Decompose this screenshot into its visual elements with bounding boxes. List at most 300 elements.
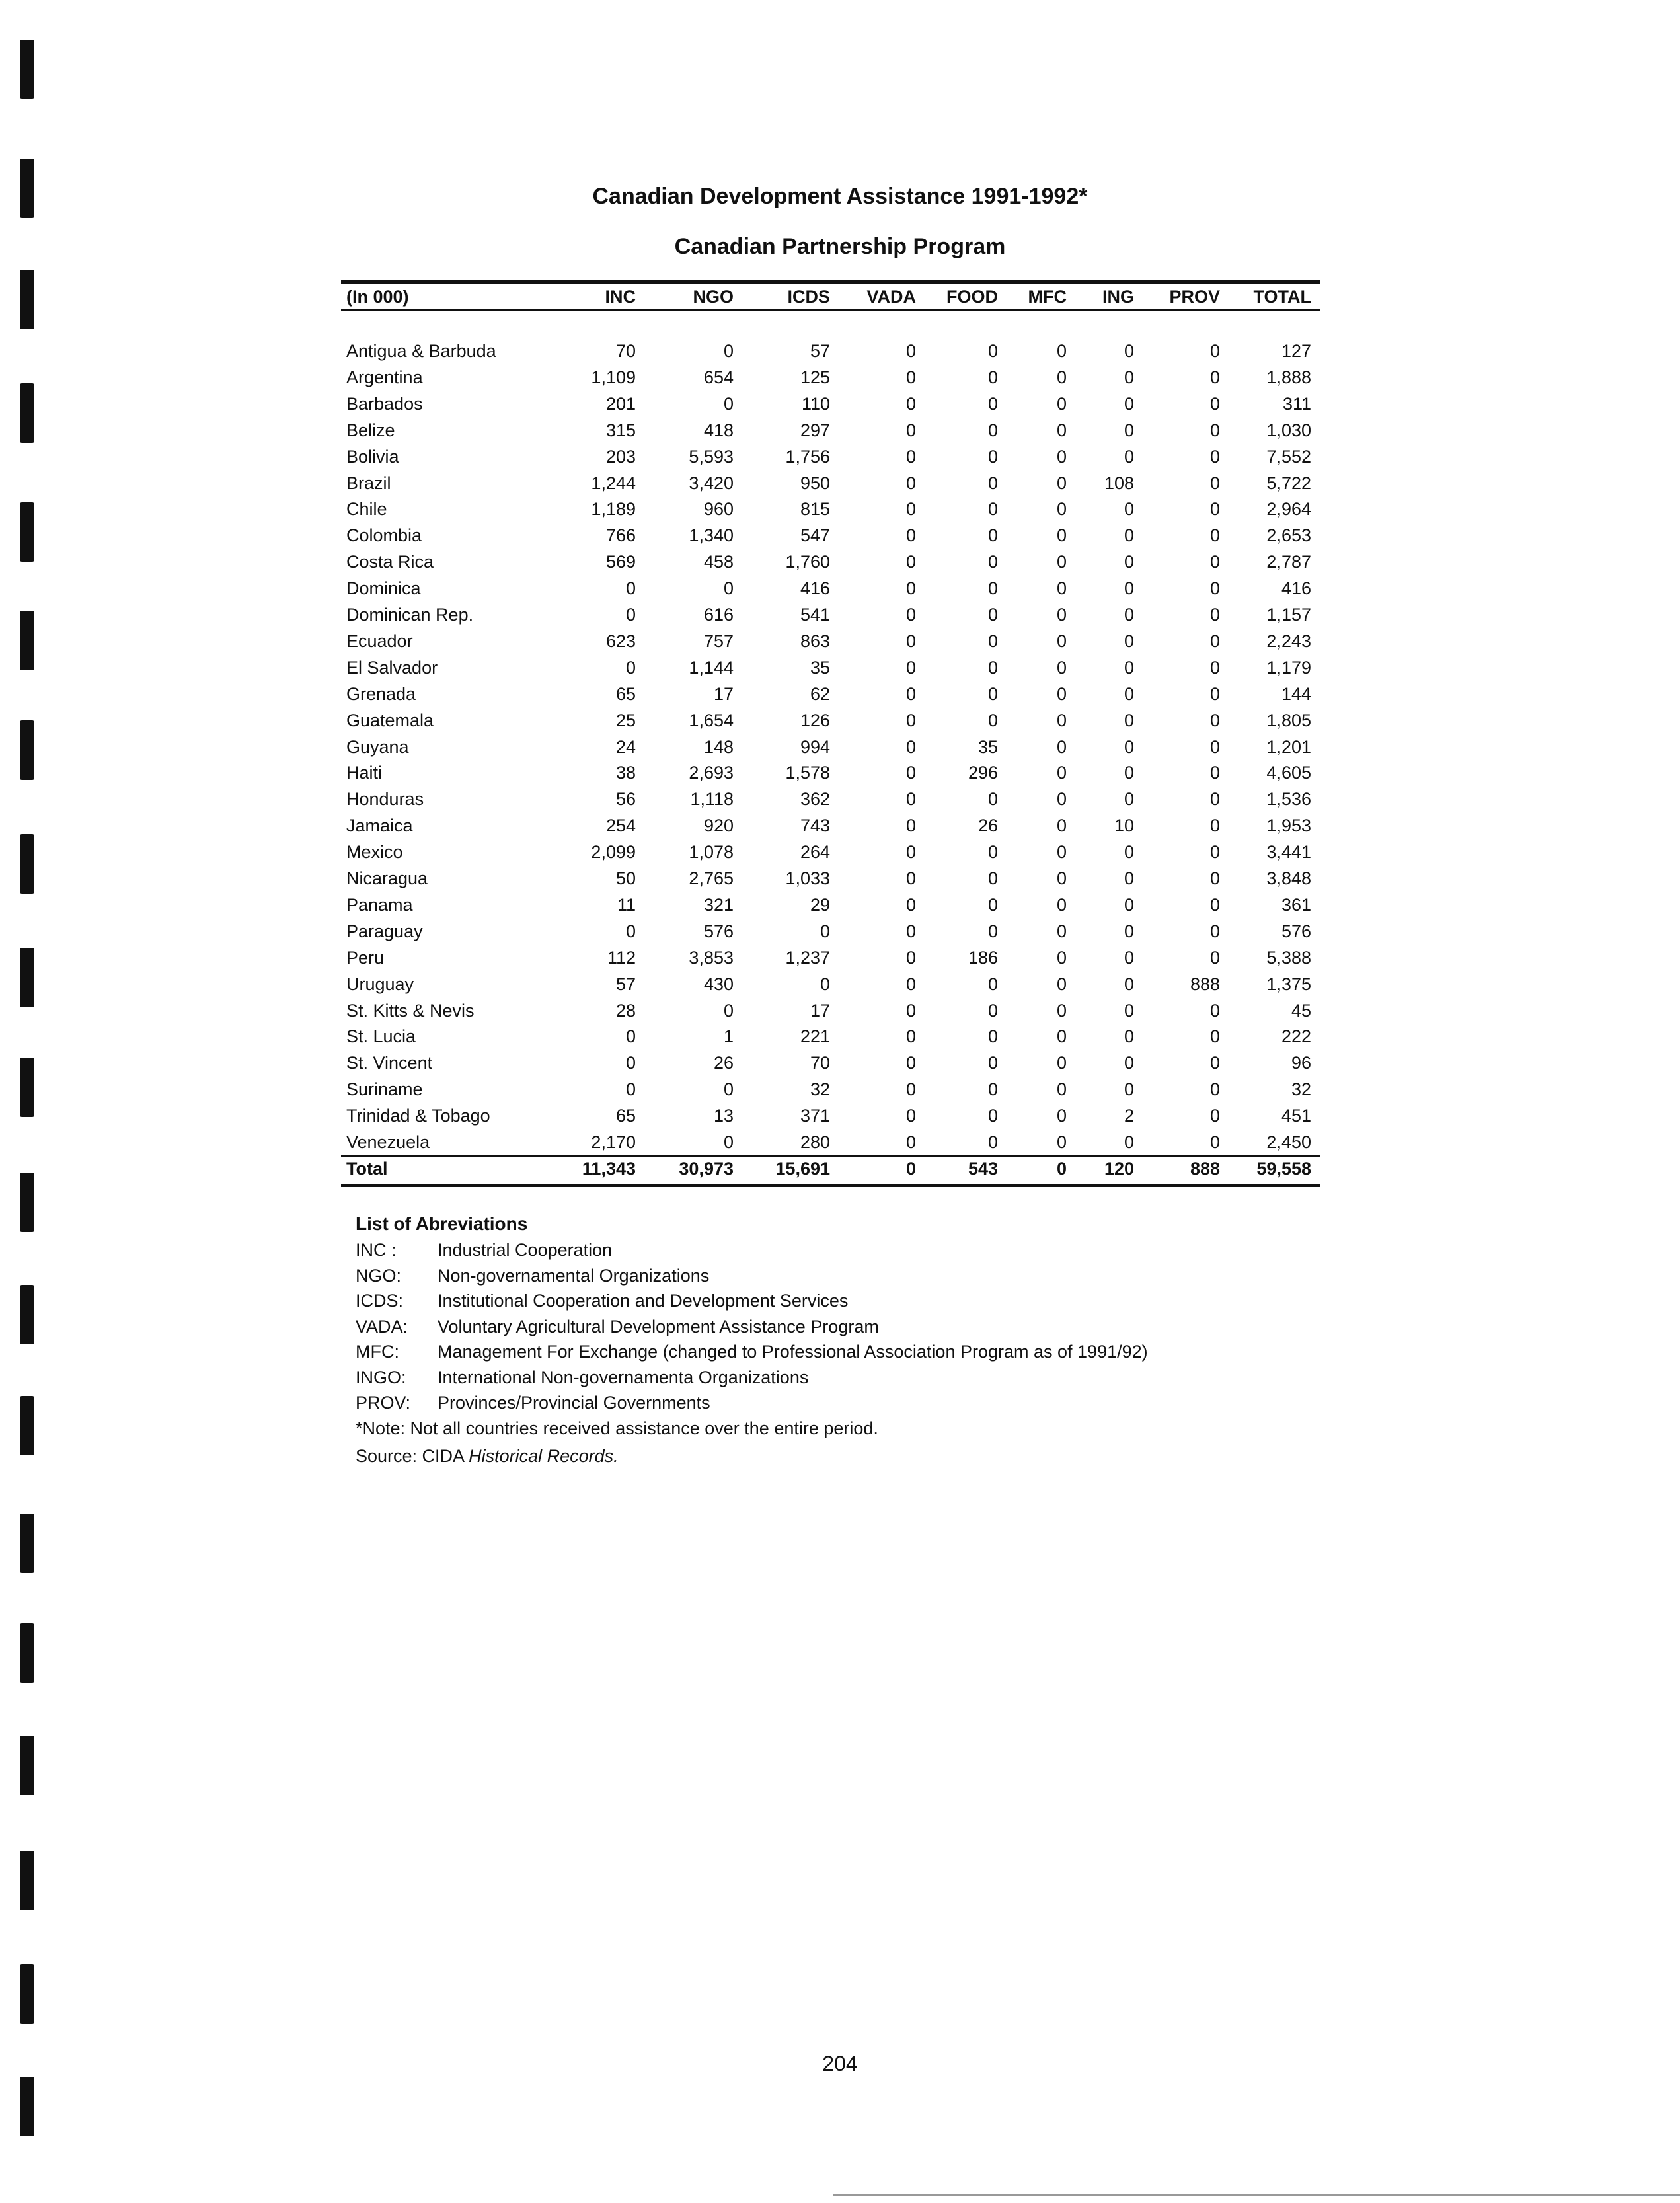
- cell-vada: 0: [905, 869, 916, 888]
- abbreviation-key: MFC:: [356, 1342, 399, 1362]
- cell-prov: 0: [1209, 1000, 1220, 1021]
- binder-hole-mark: [20, 948, 34, 1007]
- cell-ing: 0: [1124, 869, 1134, 888]
- cell-inc: 65: [615, 683, 636, 704]
- row-label: St. Vincent: [346, 1053, 433, 1073]
- cell-inc: 50: [615, 869, 636, 888]
- row-label: Argentina: [346, 367, 423, 387]
- cell-food: 296: [968, 763, 998, 783]
- cell-inc: 0: [625, 605, 636, 625]
- cell-food: 543: [968, 1158, 998, 1179]
- cell-prov: 0: [1209, 1026, 1220, 1047]
- cell-food: 0: [987, 1000, 998, 1021]
- cell-icds: 110: [801, 393, 830, 414]
- cell-prov: 0: [1209, 367, 1220, 387]
- cell-inc: 254: [605, 816, 636, 836]
- cell-food: 0: [987, 552, 998, 572]
- cell-vada: 0: [905, 842, 916, 863]
- cell-ngo: 1,118: [690, 789, 734, 810]
- cell-food: 0: [987, 499, 998, 520]
- cell-food: 0: [987, 1053, 998, 1073]
- column-header-mfc: MFC: [1028, 287, 1067, 307]
- cell-total: 1,805: [1266, 710, 1311, 730]
- page-number: 204: [822, 2052, 858, 2075]
- row-label: Dominican Rep.: [346, 605, 474, 625]
- cell-total: 1,888: [1266, 367, 1311, 387]
- cell-vada: 0: [905, 446, 916, 467]
- abbreviation-key: NGO:: [356, 1265, 402, 1286]
- unit-label: (In 000): [346, 287, 409, 307]
- cell-mfc: 0: [1056, 1158, 1067, 1179]
- cell-vada: 0: [905, 631, 916, 651]
- cell-ngo: 13: [713, 1106, 734, 1126]
- total-top-rule: [341, 1155, 1320, 1157]
- cell-food: 0: [987, 631, 998, 651]
- table-row: [341, 525, 1320, 552]
- cell-total: 1,157: [1266, 605, 1311, 625]
- cell-icds: 0: [820, 974, 830, 994]
- cell-inc: 1,109: [591, 367, 636, 387]
- cell-total: 3,441: [1266, 842, 1311, 863]
- cell-vada: 0: [905, 552, 916, 572]
- cell-mfc: 0: [1056, 789, 1067, 810]
- cell-icds: 547: [800, 525, 830, 546]
- table-row: [341, 631, 1320, 658]
- cell-ngo: 0: [723, 1132, 734, 1152]
- row-label: Peru: [346, 947, 385, 968]
- row-label: Paraguay: [346, 921, 423, 941]
- binder-hole-mark: [20, 1396, 34, 1455]
- cell-ngo: 418: [703, 420, 734, 440]
- cell-ngo: 920: [703, 816, 734, 836]
- cell-food: 186: [968, 947, 998, 968]
- row-label: Dominica: [346, 578, 421, 599]
- cell-ing: 0: [1124, 367, 1134, 387]
- column-header-prov: PROV: [1169, 287, 1220, 307]
- cell-prov: 0: [1209, 1079, 1220, 1100]
- cell-icds: 280: [800, 1132, 830, 1152]
- cell-mfc: 0: [1056, 947, 1067, 968]
- cell-ngo: 17: [713, 683, 734, 704]
- cell-total: 361: [1281, 894, 1311, 915]
- cell-icds: 994: [800, 736, 830, 757]
- cell-ngo: 2,693: [689, 763, 734, 783]
- binder-hole-mark: [20, 1964, 34, 2024]
- cell-ngo: 1,654: [689, 710, 734, 730]
- cell-ing: 0: [1124, 842, 1134, 863]
- cell-vada: 0: [905, 710, 916, 730]
- table-row: [341, 948, 1320, 974]
- cell-inc: 201: [605, 393, 636, 414]
- cell-food: 0: [987, 657, 998, 677]
- cell-vada: 0: [905, 1132, 916, 1152]
- cell-mfc: 0: [1056, 525, 1067, 546]
- cell-total: 1,179: [1266, 657, 1311, 677]
- cell-ing: 0: [1124, 1132, 1134, 1152]
- cell-vada: 0: [905, 657, 916, 677]
- table-row: [341, 552, 1320, 578]
- cell-inc: 0: [625, 578, 636, 599]
- binder-hole-mark: [20, 1736, 34, 1795]
- cell-ngo: 1,340: [689, 525, 734, 546]
- cell-food: 0: [987, 1079, 998, 1100]
- cell-ngo: 5,593: [689, 446, 734, 467]
- row-label: Panama: [346, 894, 413, 915]
- table-row: [341, 737, 1320, 763]
- cell-prov: 0: [1209, 657, 1220, 677]
- cell-vada: 0: [905, 578, 916, 599]
- cell-ngo: 0: [723, 341, 734, 361]
- cell-food: 0: [987, 1106, 998, 1126]
- cell-inc: 25: [615, 710, 636, 730]
- cell-mfc: 0: [1056, 578, 1067, 599]
- cell-icds: 15,691: [775, 1158, 830, 1179]
- cell-vada: 0: [905, 974, 916, 994]
- column-header-vada: VADA: [866, 287, 916, 307]
- cell-total: 5,722: [1266, 473, 1311, 493]
- cell-prov: 0: [1209, 631, 1220, 651]
- cell-vada: 0: [905, 816, 916, 836]
- cell-vada: 0: [905, 1079, 916, 1100]
- table-row: [341, 1106, 1320, 1132]
- abbreviation-key: ICDS:: [356, 1291, 404, 1311]
- cell-vada: 0: [905, 1158, 916, 1179]
- cell-ing: 0: [1124, 420, 1134, 440]
- cell-prov: 0: [1209, 947, 1220, 968]
- cell-icds: 743: [800, 816, 830, 836]
- cell-prov: 0: [1209, 710, 1220, 730]
- cell-prov: 0: [1209, 605, 1220, 625]
- cell-icds: 1,756: [785, 446, 830, 467]
- table-bottom-rule: [341, 1184, 1320, 1187]
- abbreviation-item: [356, 1291, 848, 1311]
- cell-vada: 0: [905, 894, 916, 915]
- cell-total: 451: [1281, 1106, 1311, 1126]
- cell-icds: 32: [810, 1079, 830, 1100]
- cell-ing: 0: [1124, 446, 1134, 467]
- cell-total: 32: [1291, 1079, 1311, 1100]
- table-row: [341, 921, 1320, 948]
- cell-ing: 10: [1114, 816, 1134, 836]
- total-row: [341, 1159, 1320, 1185]
- cell-food: 0: [987, 683, 998, 704]
- row-label: Colombia: [346, 525, 422, 546]
- cell-icds: 0: [820, 921, 830, 941]
- cell-vada: 0: [905, 789, 916, 810]
- cell-vada: 0: [905, 393, 916, 414]
- cell-mfc: 0: [1056, 446, 1067, 467]
- table-row: [341, 367, 1320, 394]
- cell-vada: 0: [905, 683, 916, 704]
- cell-icds: 126: [800, 710, 830, 730]
- cell-prov: 0: [1209, 842, 1220, 863]
- abbreviation-desc: Non-governamental Organizations: [438, 1265, 710, 1286]
- abbreviation-item: [356, 1266, 709, 1286]
- cell-prov: 0: [1209, 499, 1220, 520]
- cell-ing: 0: [1124, 1026, 1134, 1047]
- cell-ing: 0: [1124, 1000, 1134, 1021]
- cell-inc: 569: [605, 552, 636, 572]
- cell-inc: 2,170: [591, 1132, 636, 1152]
- cell-icds: 57: [810, 341, 830, 361]
- cell-total: 2,964: [1266, 499, 1311, 520]
- cell-total: 222: [1281, 1026, 1311, 1047]
- cell-prov: 0: [1209, 683, 1220, 704]
- cell-food: 0: [987, 894, 998, 915]
- cell-mfc: 0: [1056, 974, 1067, 994]
- binder-hole-mark: [20, 1285, 34, 1344]
- abbreviations-title: List of Abreviations: [356, 1214, 528, 1234]
- row-label: Ecuador: [346, 631, 413, 651]
- abbreviation-desc: International Non-governamenta Organizations: [438, 1367, 809, 1387]
- cell-ing: 0: [1124, 921, 1134, 941]
- abbreviation-desc: Industrial Cooperation: [438, 1240, 613, 1260]
- table-row: [341, 499, 1320, 525]
- table-row: [341, 341, 1320, 367]
- row-label: El Salvador: [346, 657, 438, 677]
- cell-mfc: 0: [1056, 341, 1067, 361]
- cell-ngo: 654: [703, 367, 734, 387]
- cell-vada: 0: [905, 1106, 916, 1126]
- cell-mfc: 0: [1056, 605, 1067, 625]
- table-row: [341, 447, 1320, 473]
- cell-mfc: 0: [1056, 367, 1067, 387]
- cell-food: 0: [987, 921, 998, 941]
- cell-mfc: 0: [1056, 473, 1067, 493]
- abbreviation-item: [356, 1393, 710, 1413]
- cell-inc: 0: [625, 1053, 636, 1073]
- binder-hole-mark: [20, 720, 34, 780]
- cell-inc: 11,343: [582, 1158, 636, 1179]
- cell-ing: 0: [1124, 525, 1134, 546]
- cell-mfc: 0: [1056, 1026, 1067, 1047]
- cell-mfc: 0: [1056, 816, 1067, 836]
- cell-inc: 38: [615, 763, 636, 783]
- binder-hole-mark: [20, 834, 34, 894]
- cell-total: 2,787: [1266, 552, 1311, 572]
- cell-ing: 0: [1124, 894, 1134, 915]
- table-row: [341, 1053, 1320, 1079]
- row-label: Total: [346, 1158, 388, 1179]
- cell-food: 0: [987, 473, 998, 493]
- cell-ing: 2: [1124, 1106, 1134, 1126]
- header-rule: [341, 309, 1320, 311]
- cell-vada: 0: [905, 1026, 916, 1047]
- cell-prov: 0: [1209, 921, 1220, 941]
- cell-inc: 28: [615, 1000, 636, 1021]
- cell-inc: 1,244: [591, 473, 636, 493]
- cell-prov: 0: [1209, 525, 1220, 546]
- abbreviation-desc: Provinces/Provincial Governments: [438, 1393, 710, 1412]
- binder-hole-mark: [20, 502, 34, 562]
- cell-food: 0: [987, 578, 998, 599]
- row-label: Suriname: [346, 1079, 423, 1100]
- cell-mfc: 0: [1056, 683, 1067, 704]
- cell-food: 0: [987, 1132, 998, 1152]
- abbreviation-key: INGO:: [356, 1367, 406, 1387]
- cell-total: 1,201: [1266, 736, 1311, 757]
- cell-inc: 11: [617, 894, 636, 915]
- cell-ing: 0: [1124, 341, 1134, 361]
- row-label: Mexico: [346, 842, 403, 863]
- cell-inc: 57: [615, 974, 636, 994]
- binder-hole-mark: [20, 383, 34, 443]
- cell-total: 3,848: [1266, 869, 1311, 888]
- table-row: [341, 1079, 1320, 1106]
- cell-mfc: 0: [1056, 842, 1067, 863]
- cell-icds: 125: [800, 367, 830, 387]
- cell-inc: 0: [625, 657, 636, 677]
- cell-food: 0: [987, 869, 998, 888]
- cell-ing: 0: [1124, 974, 1134, 994]
- cell-prov: 0: [1209, 420, 1220, 440]
- table-row: [341, 1026, 1320, 1053]
- cell-icds: 297: [800, 420, 830, 440]
- cell-vada: 0: [905, 1053, 916, 1073]
- cell-mfc: 0: [1056, 1000, 1067, 1021]
- cell-icds: 17: [810, 1000, 830, 1021]
- table-row: [341, 869, 1320, 895]
- cell-mfc: 0: [1056, 552, 1067, 572]
- cell-total: 96: [1291, 1053, 1311, 1073]
- cell-vada: 0: [905, 499, 916, 520]
- binder-hole-mark: [20, 1851, 34, 1910]
- cell-total: 2,450: [1266, 1132, 1311, 1152]
- cell-mfc: 0: [1056, 710, 1067, 730]
- abbreviation-key: PROV:: [356, 1393, 411, 1412]
- abbreviation-item: [356, 1368, 808, 1388]
- cell-inc: 65: [615, 1106, 636, 1126]
- table-row: [341, 974, 1320, 1001]
- cell-ing: 0: [1124, 552, 1134, 572]
- cell-food: 0: [987, 420, 998, 440]
- abbreviation-item: [356, 1240, 612, 1260]
- cell-mfc: 0: [1056, 1132, 1067, 1152]
- cell-ing: 0: [1124, 1079, 1134, 1100]
- column-header-ngo: NGO: [693, 287, 734, 307]
- cell-ing: 0: [1124, 393, 1134, 414]
- cell-inc: 112: [607, 947, 636, 968]
- cell-ing: 0: [1124, 631, 1134, 651]
- table-row: [341, 605, 1320, 631]
- cell-icds: 1,033: [785, 869, 830, 888]
- table-row: [341, 842, 1320, 869]
- cell-vada: 0: [905, 921, 916, 941]
- table-row: [341, 816, 1320, 842]
- cell-ngo: 3,420: [689, 473, 734, 493]
- cell-ngo: 0: [723, 1000, 734, 1021]
- row-label: Uruguay: [346, 974, 414, 994]
- cell-icds: 416: [800, 578, 830, 599]
- row-label: Jamaica: [346, 816, 413, 836]
- cell-vada: 0: [905, 341, 916, 361]
- cell-ngo: 30,973: [679, 1158, 734, 1179]
- cell-total: 7,552: [1266, 446, 1311, 467]
- cell-ngo: 1,144: [689, 657, 734, 677]
- cell-vada: 0: [905, 473, 916, 493]
- cell-total: 1,375: [1266, 974, 1311, 994]
- cell-prov: 0: [1209, 473, 1220, 493]
- cell-total: 5,388: [1266, 947, 1311, 968]
- cell-ing: 0: [1124, 1053, 1134, 1073]
- cell-ing: 0: [1124, 736, 1134, 757]
- cell-ngo: 0: [723, 578, 734, 599]
- column-header-food: FOOD: [946, 287, 998, 307]
- cell-inc: 0: [625, 921, 636, 941]
- cell-total: 2,243: [1266, 631, 1311, 651]
- cell-icds: 1,237: [785, 947, 830, 968]
- row-label: St. Kitts & Nevis: [346, 1000, 475, 1021]
- column-header-ing: ING: [1102, 287, 1134, 307]
- cell-icds: 1,760: [785, 552, 830, 572]
- cell-ngo: 757: [703, 631, 734, 651]
- abbreviation-desc: Management For Exchange (changed to Professional Association Program as of 1991/92): [438, 1342, 1148, 1362]
- cell-food: 26: [977, 816, 998, 836]
- binder-hole-mark: [20, 270, 34, 329]
- cell-inc: 2,099: [591, 842, 636, 863]
- cell-mfc: 0: [1056, 894, 1067, 915]
- cell-mfc: 0: [1056, 921, 1067, 941]
- cell-prov: 0: [1209, 341, 1220, 361]
- cell-vada: 0: [905, 1000, 916, 1021]
- cell-total: 1,536: [1266, 789, 1311, 810]
- cell-inc: 70: [615, 341, 636, 361]
- cell-prov: 0: [1209, 869, 1220, 888]
- table-row: [341, 711, 1320, 737]
- cell-ngo: 321: [703, 894, 734, 915]
- cell-food: 0: [987, 605, 998, 625]
- cell-food: 0: [987, 393, 998, 414]
- cell-vada: 0: [905, 420, 916, 440]
- row-label: Grenada: [346, 683, 416, 704]
- cell-ngo: 576: [703, 921, 734, 941]
- cell-total: 2,653: [1266, 525, 1311, 546]
- cell-mfc: 0: [1056, 763, 1067, 783]
- cell-icds: 29: [810, 894, 830, 915]
- binder-hole-mark: [20, 1058, 34, 1117]
- table-row: [341, 658, 1320, 684]
- cell-inc: 1,189: [591, 499, 636, 520]
- cell-prov: 888: [1190, 974, 1220, 994]
- cell-total: 311: [1282, 393, 1311, 414]
- cell-ngo: 616: [703, 605, 734, 625]
- cell-ngo: 430: [703, 974, 734, 994]
- cell-icds: 541: [800, 605, 830, 625]
- cell-ing: 108: [1104, 473, 1134, 493]
- cell-vada: 0: [905, 525, 916, 546]
- abbreviation-key: VADA:: [356, 1316, 408, 1336]
- cell-prov: 0: [1209, 393, 1220, 414]
- cell-food: 0: [987, 367, 998, 387]
- cell-total: 144: [1281, 683, 1311, 704]
- cell-total: 45: [1291, 1000, 1311, 1021]
- cell-food: 0: [987, 1026, 998, 1047]
- cell-mfc: 0: [1056, 1053, 1067, 1073]
- cell-prov: 0: [1209, 552, 1220, 572]
- cell-mfc: 0: [1056, 1106, 1067, 1126]
- page-title: Canadian Development Assistance 1991-1992*: [592, 184, 1088, 209]
- cell-ing: 0: [1124, 789, 1134, 810]
- cell-prov: 0: [1209, 789, 1220, 810]
- cell-total: 59,558: [1256, 1158, 1311, 1179]
- cell-ing: 120: [1104, 1158, 1134, 1179]
- binder-hole-mark: [20, 611, 34, 670]
- cell-total: 127: [1281, 341, 1311, 361]
- cell-prov: 0: [1209, 763, 1220, 783]
- cell-ing: 0: [1124, 710, 1134, 730]
- cell-prov: 0: [1209, 446, 1220, 467]
- cell-food: 0: [987, 446, 998, 467]
